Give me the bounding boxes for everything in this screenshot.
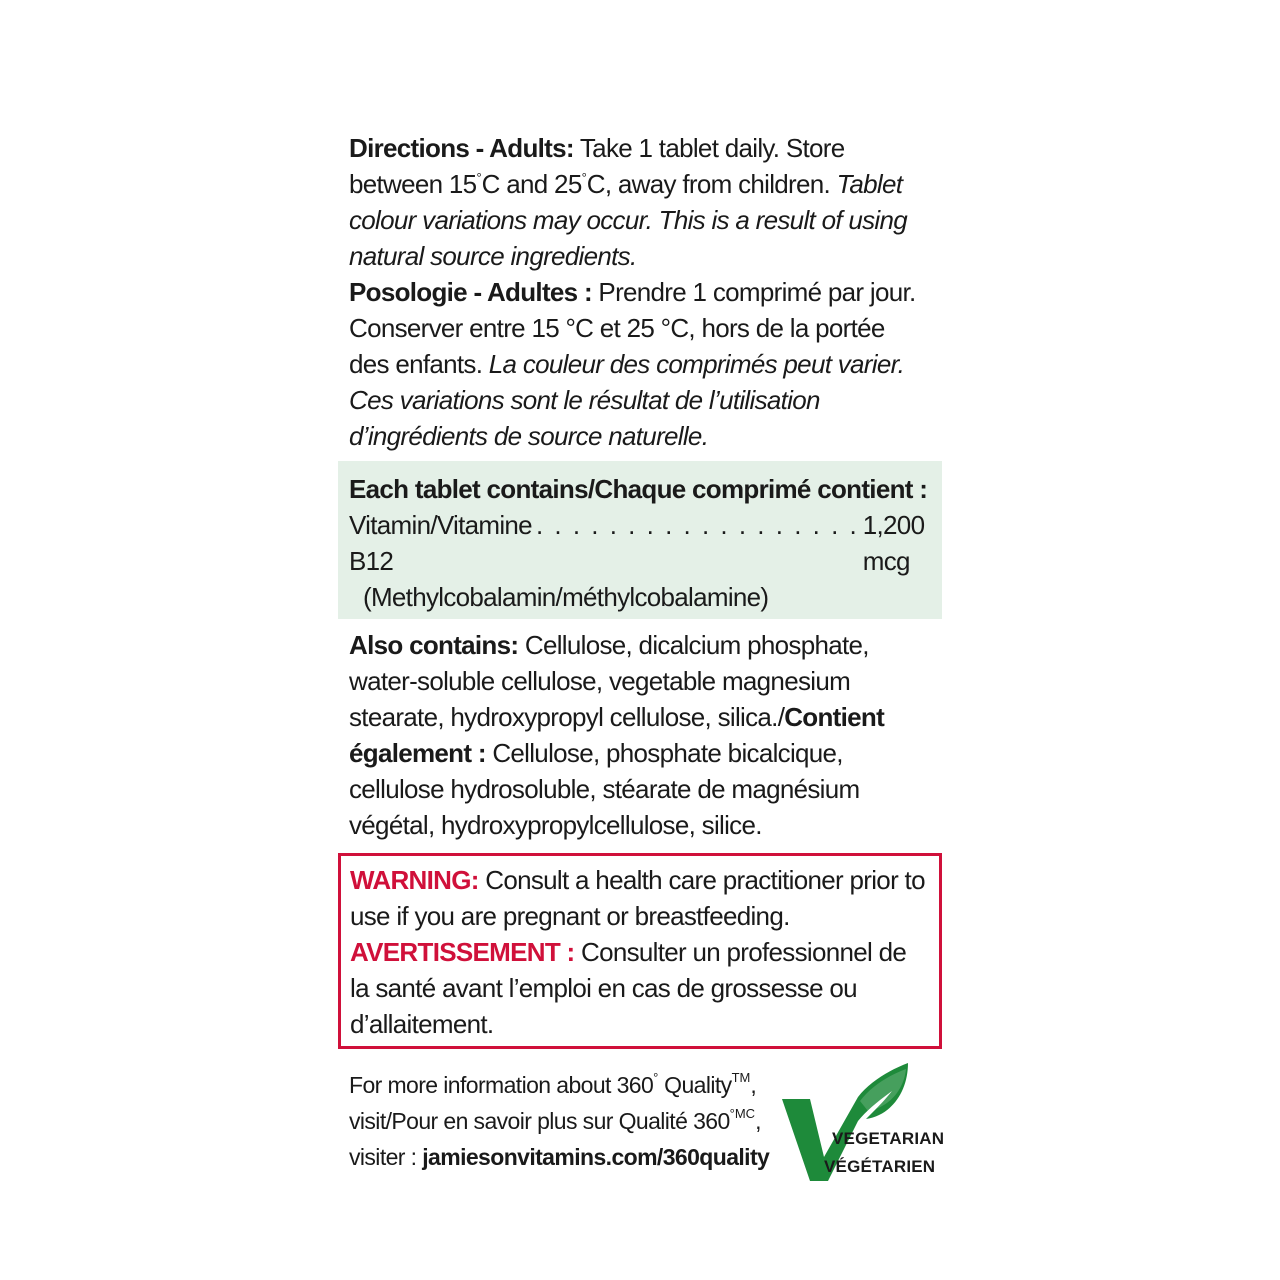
directions-fr-italic: La couleur des comprimés peut varier. Ces variations sont le résultat de l’utilisation d’ingrédients de source naturelle. <box>349 349 905 451</box>
vegetarian-fr: VÉGÉTARIEN <box>824 1157 936 1176</box>
footer-line-2-b: , <box>755 1108 761 1134</box>
directions-en-label: Directions - Adults: <box>349 133 574 163</box>
footer-line-1-c: , <box>750 1072 757 1098</box>
vegetarian-logo <box>780 1061 945 1191</box>
footer-line-1 <box>349 1067 774 1103</box>
warning-en-label: WARNING: <box>350 865 479 895</box>
warning-fr-label: AVERTISSEMENT : <box>350 937 575 967</box>
directions-fr-text: Prendre 1 comprimé par jour. Conserver entre 15 °C et 25 °C, hors de la portée des enfants. <box>349 277 916 379</box>
ingredient-row <box>349 507 931 579</box>
footer <box>338 1067 945 1191</box>
directions-en-text-3: C, away from children. <box>586 169 837 199</box>
footer-line-2 <box>349 1103 774 1139</box>
ingredients-box <box>338 461 942 619</box>
vegetarian-en: VEGETARIAN <box>832 1129 945 1148</box>
website-link[interactable]: jamiesonvitamins.com/360quality <box>422 1144 770 1170</box>
footer-line-1-a: For more information about 360 <box>349 1072 654 1098</box>
degree-symbol: ° <box>653 1070 659 1085</box>
directions-en-text-1: Take 1 tablet daily. Store between 15 <box>349 133 845 199</box>
product-label <box>338 130 945 1191</box>
ingredients-heading: Each tablet contains/Chaque comprimé contient : <box>349 474 928 504</box>
warning-fr-text: Consulter un professionnel de la santé avant l’emploi en cas de grossesse ou d’allaitement. <box>350 937 907 1039</box>
degree-symbol: ° <box>581 170 587 185</box>
also-en-label: Also contains: <box>349 630 519 660</box>
leader-dots: . . . . . . . . . . . . . . . . . . <box>535 510 859 540</box>
directions-fr-label: Posologie - Adultes : <box>349 277 592 307</box>
ingredient-amount: 1,200 mcg <box>862 510 925 576</box>
ingredient-source: (Methylcobalamin/méthylcobalamine) <box>363 582 769 612</box>
ingredient-subscript: 12 <box>365 546 394 576</box>
ingredient-name <box>349 507 532 579</box>
also-contains-section <box>338 627 942 843</box>
warning-en-text: Consult a health care practitioner prior to use if you are pregnant or breastfeeding. <box>350 865 925 931</box>
footer-text <box>349 1067 774 1191</box>
also-en-text: Cellulose, dicalcium phosphate, water-soluble cellulose, vegetable magnesium stearate, hydroxypropyl cellulose, silica./ <box>349 630 869 732</box>
footer-line-3-a: visiter : <box>349 1144 423 1170</box>
degree-symbol: ° <box>476 170 482 185</box>
mc-symbol: °MC <box>729 1106 756 1121</box>
trademark-symbol: TM <box>731 1070 751 1085</box>
also-fr-text: Cellulose, phosphate bicalcique, cellulose hydrosoluble, stéarate de magnésium végétal, hydroxypropylcellulose, silice. <box>349 738 860 840</box>
footer-line-2-a: visit/Pour en savoir plus sur Qualité 360 <box>349 1108 730 1134</box>
footer-line-3 <box>349 1139 774 1175</box>
ingredient-name-text: Vitamin/Vitamine B <box>349 510 532 576</box>
also-fr-label: Contient également : <box>349 702 885 768</box>
directions-en-italic: Tablet colour variations may occur. This is a result of using natural source ingredients. <box>349 169 908 271</box>
warning-box <box>338 853 942 1049</box>
footer-line-1-b: Quality <box>658 1072 732 1098</box>
directions-section <box>338 130 942 454</box>
directions-en-text-2: C and 25 <box>481 169 582 199</box>
